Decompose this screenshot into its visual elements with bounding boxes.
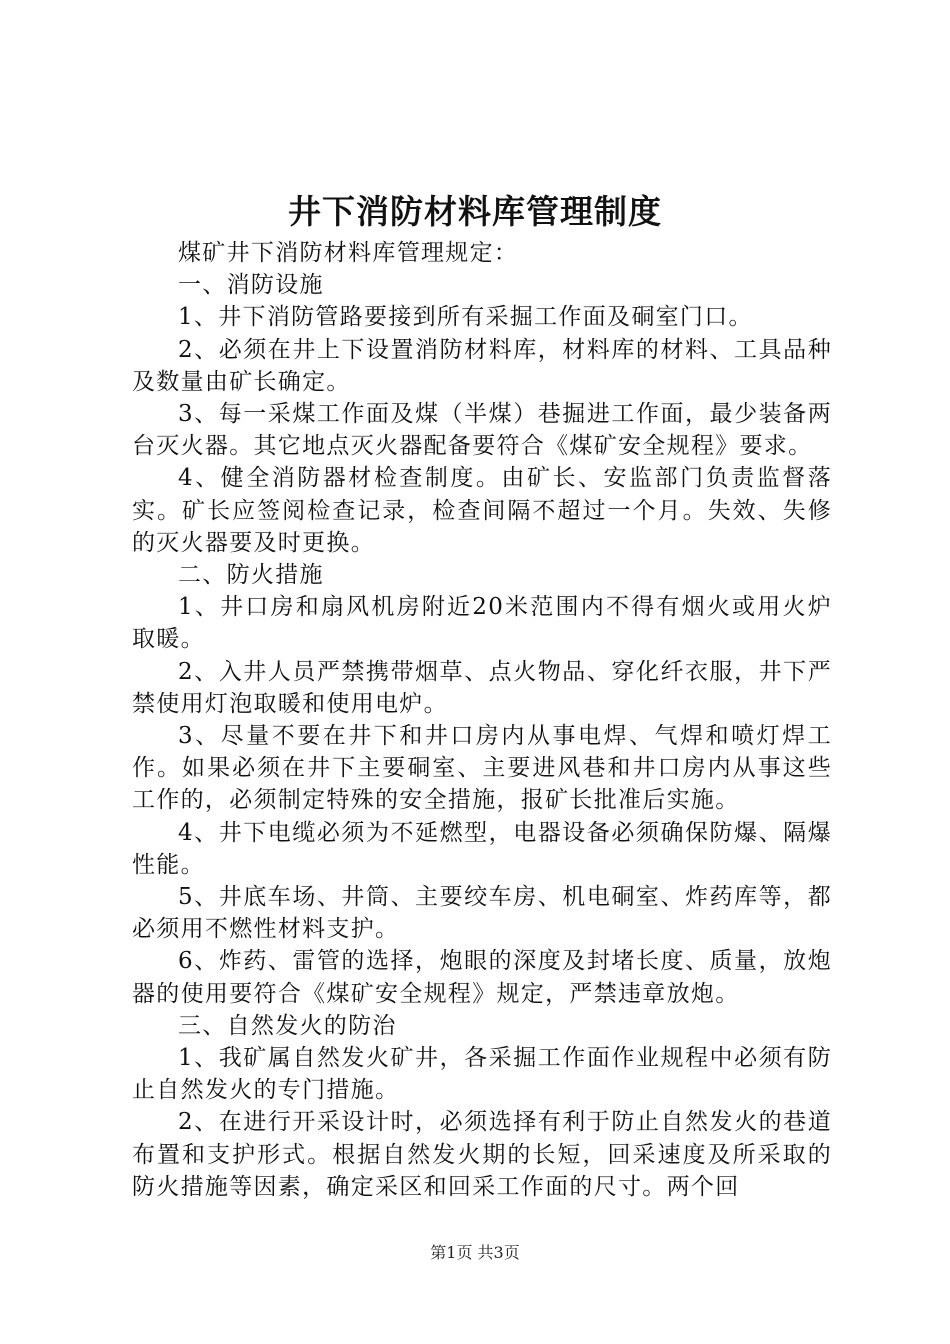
- paragraph: 4、井下电缆必须为不延燃型，电器设备必须确保防爆、隔爆性能。: [132, 819, 832, 878]
- paragraph: 2、在进行开采设计时，必须选择有利于防止自然发火的巷道布置和支护形式。根据自然发火期的长短，回采速度及所采取的防火措施等因素，确定采区和回采工作面的尺寸。两个回: [132, 1109, 832, 1200]
- paragraph: 3、每一采煤工作面及煤（半煤）巷掘进工作面，最少装备两台灭火器。其它地点灭火器配备要符合《煤矿安全规程》要求。: [132, 401, 832, 460]
- paragraph: 2、入井人员严禁携带烟草、点火物品、穿化纤衣服，井下严禁使用灯泡取暖和使用电炉。: [132, 658, 832, 717]
- paragraph: 1、我矿属自然发火矿井，各采掘工作面作业规程中必须有防止自然发火的专门措施。: [132, 1045, 832, 1104]
- paragraph: 5、井底车场、井筒、主要绞车房、机电硐室、炸药库等，都必须用不燃性材料支护。: [132, 884, 832, 943]
- section-heading: 二、防火措施: [178, 562, 324, 589]
- paragraph: 1、井口房和扇风机房附近20米范围内不得有烟火或用火炉取暖。: [132, 594, 832, 653]
- paragraph: 1、井下消防管路要接到所有采掘工作面及硐室门口。: [178, 304, 753, 331]
- document-title: 井下消防材料库管理制度: [288, 192, 662, 231]
- paragraph: 3、尽量不要在井下和井口房内从事电焊、气焊和喷灯焊工作。如果必须在井下主要硐室、主要进风巷和井口房内从事这些工作的，必须制定特殊的安全措施，报矿长批准后实施。: [132, 723, 832, 814]
- paragraph: 4、健全消防器材检查制度。由矿长、安监部门负责监督落实。矿长应签阅检查记录，检查间隔不超过一个月。失效、失修的灭火器要及时更换。: [132, 465, 832, 556]
- paragraph: 6、炸药、雷管的选择，炮眼的深度及封堵长度、质量，放炮器的使用要符合《煤矿安全规程》规定，严禁违章放炮。: [132, 948, 832, 1007]
- section-heading: 三、自然发火的防治: [178, 1012, 397, 1039]
- page-footer: 第1页 共3页: [430, 1243, 520, 1262]
- document-body: [132, 237, 832, 1203]
- paragraph: 煤矿井下消防材料库管理规定：: [178, 240, 519, 266]
- section-heading: 一、消防设施: [178, 272, 324, 299]
- paragraph: 2、必须在井上下设置消防材料库，材料库的材料、工具品种及数量由矿长确定。: [132, 336, 832, 395]
